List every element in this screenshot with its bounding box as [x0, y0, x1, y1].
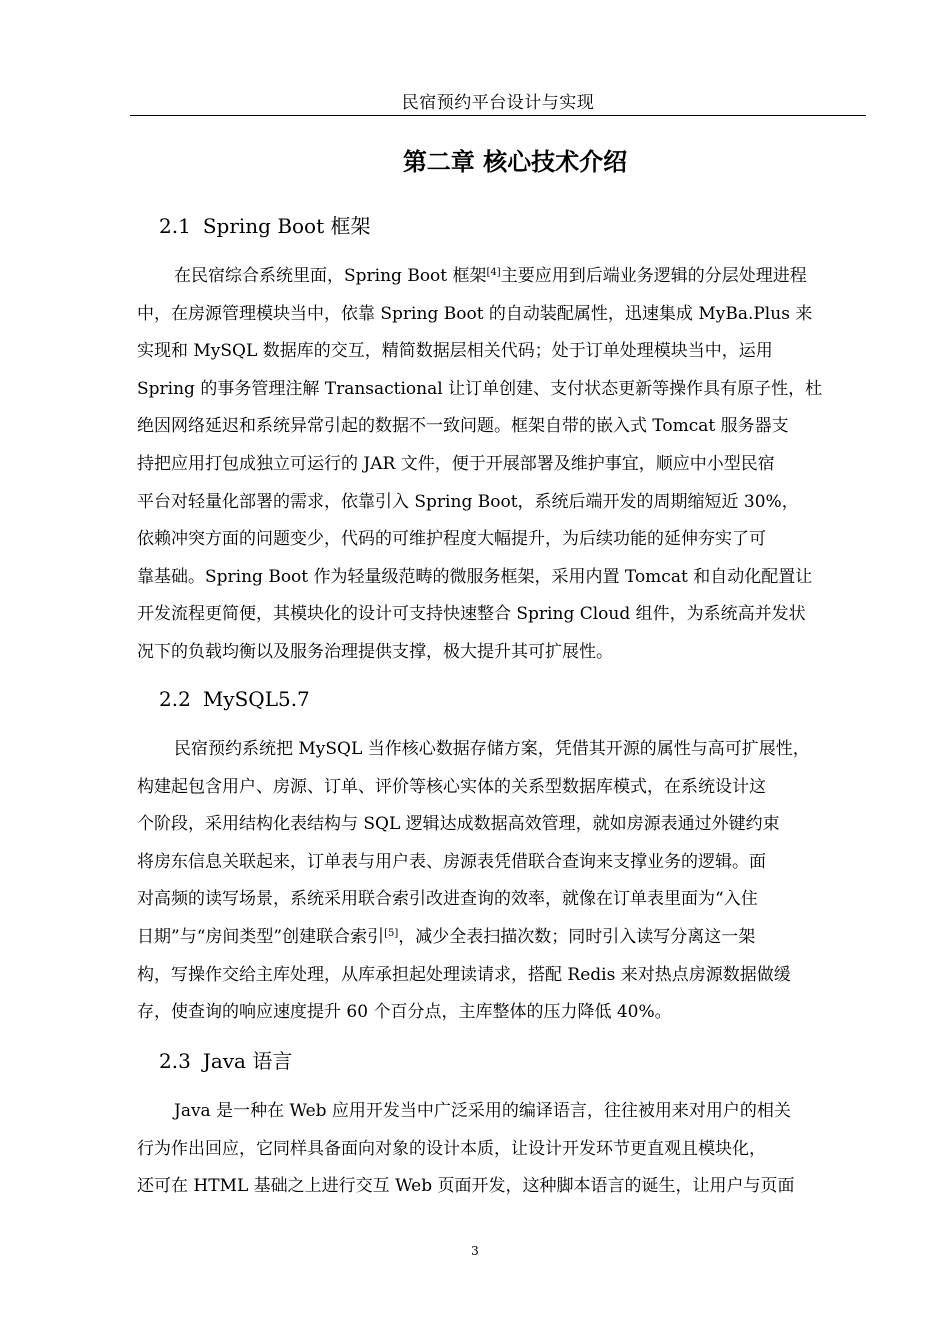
paragraph-line: 持把应用打包成独立可运行的 JAR 文件，便于开展部署及维护事宜，顺应中小型民宿: [137, 453, 775, 474]
citation-ref: [5]: [384, 927, 399, 939]
paragraph-line: [137, 258, 857, 296]
section-heading-2-3: [159, 1047, 292, 1075]
paragraph-line: 构，写操作交给主库处理，从库承担起处理读请求，搭配 Redis 来对热点房源数据做缓: [137, 964, 791, 985]
line-text: 日期”与“房间类型”创建联合索引: [137, 926, 385, 947]
line-text: 主要应用到后端业务逻辑的分层处理进程: [500, 266, 807, 286]
paragraph-line: 绝因网络延迟和系统异常引起的数据不一致问题。框架自带的嵌入式 Tomcat 服务器支: [137, 416, 789, 437]
paragraph-line: 靠基础。Spring Boot 作为轻量级范畴的微服务框架，采用内置 Tomcat 和自动化配置让: [137, 566, 813, 587]
paragraph-line: 实现和 MySQL 数据库的交互，精简数据层相关代码；处于订单处理模块当中，运用: [137, 341, 773, 362]
paragraph-line: 况下的负载均衡以及服务治理提供支撑，极大提升其可扩展性。: [137, 641, 613, 662]
paragraph-line: 开发流程更简便，其模块化的设计可支持快速整合 Spring Cloud 组件，为系统高并发状: [137, 604, 806, 625]
section-number: 2.3: [159, 1049, 191, 1073]
paragraph-line: 构建起包含用户、房源、订单、评价等核心实体的关系型数据库模式，在系统设计这: [137, 776, 766, 797]
section-number: 2.2: [159, 687, 191, 711]
paragraph-line: 对高频的读写场景，系统采用联合索引改进查询的效率，就像在订单表里面为“入住: [137, 889, 758, 910]
running-header: 民宿预约平台设计与实现: [401, 93, 595, 113]
section-title: Spring Boot 框架: [202, 214, 371, 238]
line-text: ，减少全表扫描次数；同时引入读写分离这一架: [398, 926, 756, 947]
page-number: 3: [471, 1244, 479, 1258]
header-rule: [130, 115, 866, 116]
section-2-3-paragraph: [137, 1093, 857, 1206]
paragraph-line: 存，使查询的响应速度提升 60 个百分点，主库整体的压力降低 40%。: [137, 1002, 672, 1023]
section-title: Java 语言: [202, 1049, 293, 1073]
paragraph-line: 个阶段，采用结构化表结构与 SQL 逻辑达成数据高效管理，就如房源表通过外键约束: [137, 814, 780, 835]
section-2-2-paragraph: [137, 731, 857, 1032]
paragraph-line: 行为作出回应，它同样具备面向对象的设计本质，让设计开发环节更直观且模块化，: [137, 1138, 766, 1159]
paragraph-line: 还可在 HTML 基础之上进行交互 Web 页面开发，这种脚本语言的诞生，让用户与页面: [137, 1176, 795, 1197]
paragraph-line: 中，在房源管理模块当中，依靠 Spring Boot 的自动装配属性，迅速集成 MyBa.Plus 来: [137, 303, 813, 324]
paragraph-line: [137, 919, 857, 957]
citation-ref: [4]: [486, 267, 501, 278]
paragraph-line: Spring 的事务管理注解 Transactional 让订单创建、支付状态更新等操作具有原子性，杜: [137, 378, 823, 399]
paragraph-line: 平台对轻量化部署的需求，依靠引入 Spring Boot，系统后端开发的周期缩短近 30%，: [137, 491, 799, 512]
section-heading-2-1: [159, 212, 371, 240]
paragraph-line: 依赖冲突方面的问题变少，代码的可维护程度大幅提升，为后续功能的延伸夯实了可: [137, 529, 766, 550]
section-2-1-paragraph: [137, 258, 857, 672]
section-title: MySQL5.7: [202, 687, 310, 711]
section-number: 2.1: [159, 214, 191, 238]
chapter-title: 第二章 核心技术介绍: [402, 148, 628, 176]
paragraph-line: 将房东信息关联起来，订单表与用户表、房源表凭借联合查询来支撑业务的逻辑。面: [137, 851, 766, 872]
line-text: 在民宿综合系统里面，Spring Boot 框架: [174, 266, 487, 286]
paragraph-line: Java 是一种在 Web 应用开发当中广泛采用的编译语言，往往被用来对用户的相关: [174, 1101, 791, 1121]
section-heading-2-2: [159, 685, 310, 713]
paragraph-line: 民宿预约系统把 MySQL 当作核心数据存储方案，凭借其开源的属性与高可扩展性，: [174, 739, 810, 759]
